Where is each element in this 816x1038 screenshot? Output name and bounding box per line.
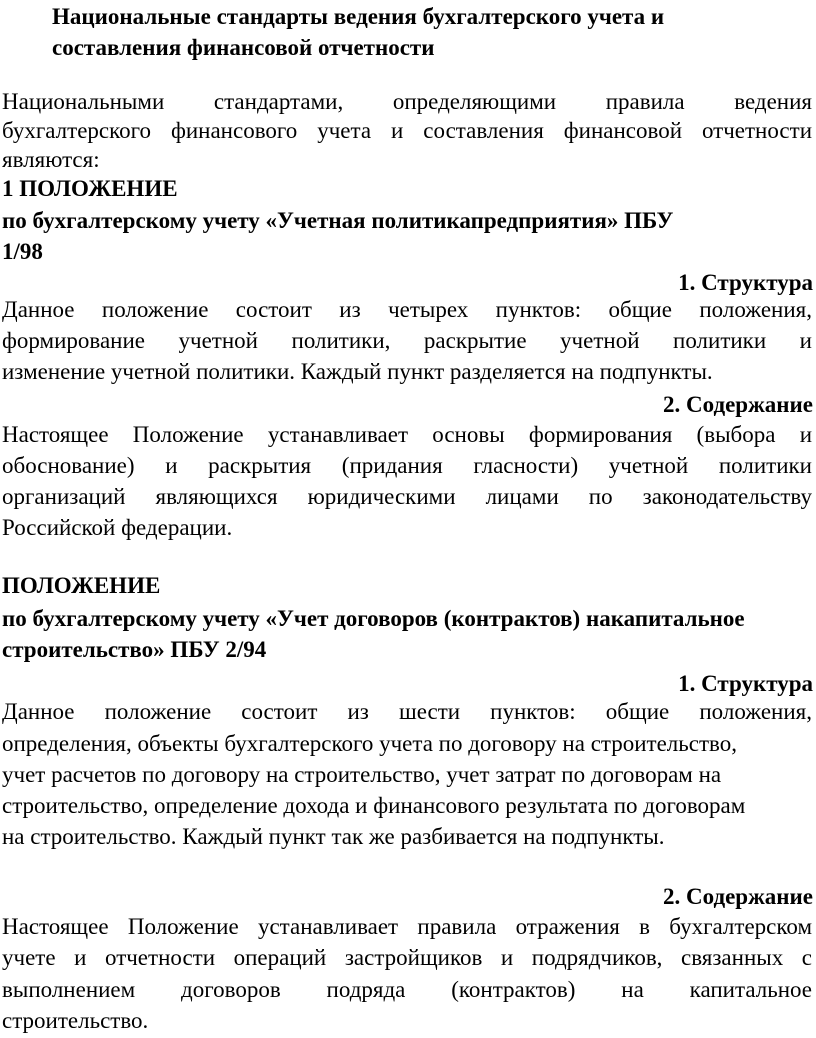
- section-2-content-line-3: выполнением договоров подряда (контрактов) на капитальное: [2, 977, 812, 1002]
- section-2-content-line-2: учете и отчетности операций застройщиков и подрядчиков, связанных с: [2, 945, 812, 970]
- section-2-heading-line-2: по бухгалтерскому учету «Учет договоров (контрактов) накапитальное: [2, 606, 745, 631]
- section-2-heading-line-3: строительство» ПБУ 2/94: [2, 637, 267, 662]
- section-1-structure-label: 1. Структура: [678, 270, 813, 295]
- section-2-content-line-1: Настоящее Положение устанавливает правила отражения в бухгалтерском: [2, 914, 812, 939]
- section-1-content-line-1: Настоящее Положение устанавливает основы формирования (выбора и: [2, 422, 812, 447]
- section-1-heading-line-3: 1/98: [2, 239, 43, 264]
- section-1-structure-line-3: изменение учетной политики. Каждый пункт разделяется на подпункты.: [2, 359, 713, 384]
- section-1-content-line-3: организаций являющихся юридическими лицами по законодательству: [2, 484, 812, 509]
- section-2-structure-line-2: определения, объекты бухгалтерского учета по договору на строительство,: [2, 731, 737, 756]
- section-2-structure-line-1: Данное положение состоит из шести пунктов: общие положения,: [2, 699, 812, 724]
- intro-line-3: являются:: [2, 147, 100, 172]
- doc-title-line-1: Национальные стандарты ведения бухгалтерского учета и: [52, 4, 665, 29]
- section-1-structure-line-1: Данное положение состоит из четырех пунктов: общие положения,: [2, 297, 812, 322]
- section-2-structure-line-4: строительство, определение дохода и финансового результата по договорам: [2, 793, 746, 818]
- doc-title-line-2: составления финансовой отчетности: [52, 35, 435, 60]
- section-1-structure-line-2: формирование учетной политики, раскрытие учетной политики и: [2, 328, 812, 353]
- section-2-content-line-4: строительство.: [2, 1008, 149, 1033]
- section-1-content-line-2: обоснование) и раскрытия (придания гласности) учетной политики: [2, 453, 812, 478]
- section-2-heading-line-1: ПОЛОЖЕНИЕ: [2, 573, 161, 598]
- section-2-content-label: 2. Содержание: [663, 884, 813, 909]
- section-2-structure-label: 1. Структура: [678, 671, 813, 696]
- section-2-structure-line-5: на строительство. Каждый пункт так же разбивается на подпункты.: [2, 824, 665, 849]
- intro-line-2: бухгалтерского финансового учета и составления финансовой отчетности: [2, 118, 812, 143]
- section-1-heading-line-2: по бухгалтерскому учету «Учетная политикапредприятия» ПБУ: [2, 208, 674, 233]
- section-1-heading-line-1: 1 ПОЛОЖЕНИЕ: [2, 176, 178, 201]
- section-1-content-line-4: Российской федерации.: [2, 515, 233, 540]
- section-2-structure-line-3: учет расчетов по договору на строительство, учет затрат по договорам на: [2, 762, 722, 787]
- section-1-content-label: 2. Содержание: [663, 392, 813, 417]
- intro-line-1: Национальными стандартами, определяющими правила ведения: [2, 89, 812, 114]
